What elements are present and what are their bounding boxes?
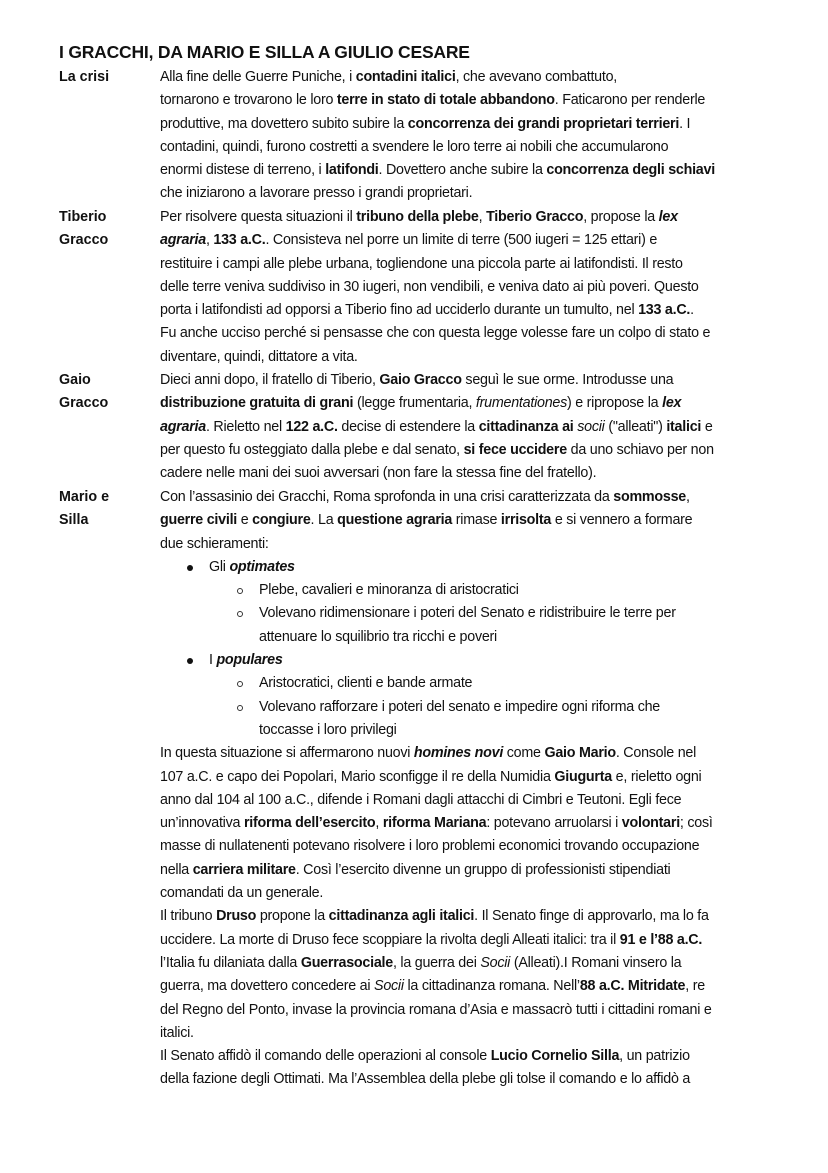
text-line: della fazione degli Ottimati. Ma l’Assemblea della plebe gli tolse il comando e lo affidò a	[160, 1071, 691, 1088]
text-line: comandati da un generale.	[160, 885, 324, 902]
text-line: delle terre veniva suddiviso in 30 iugeri, non vendibili, e veniva dato ai più poveri. Questo	[160, 278, 699, 295]
section-body	[160, 486, 780, 1092]
text-line: che iniziarono a lavorare presso i grandi proprietari.	[160, 185, 473, 202]
text-line: Il tribuno Druso propone la cittadinanza agli italici. Il Senato finge di approvarlo, ma lo fa	[160, 908, 709, 925]
bullet-item: Gli optimates	[160, 556, 780, 579]
section-label: Gaio Gracco	[59, 372, 109, 412]
text-line: 107 a.C. e capo dei Popolari, Mario sconfigge il re della Numidia Giugurta e, rieletto ogni	[160, 768, 702, 785]
text-line: distribuzione gratuita di grani (legge frumentaria, frumentationes) e ripropose la lex	[160, 395, 682, 412]
text-line: porta i latifondisti ad opporsi a Tiberio fino ad ucciderlo durante un tumulto, nel 133 a.C..	[160, 302, 694, 319]
section-label: Mario e Silla	[59, 489, 110, 529]
text-line: guerre civili e congiure. La questione agraria rimase irrisolta e si vennero a formare	[160, 512, 693, 529]
text-line: produttive, ma dovettero subito subire la concorrenza dei grandi proprietari terrieri. I	[160, 115, 691, 132]
text-line: restituire i campi alle plebe urbana, togliendone una piccola parte ai latifondisti. Il resto	[160, 255, 683, 272]
text-line: guerra, ma dovettero concedere ai Socii la cittadinanza romana. Nell’88 a.C. Mitridate, re	[160, 978, 705, 995]
text-line: Il Senato affidò il comando delle operazioni al console Lucio Cornelio Silla, un patrizio	[160, 1048, 690, 1065]
sub-bullet-item: Aristocratici, clienti e bande armate	[160, 672, 780, 695]
text-line: diventare, quindi, dittatore a vita.	[160, 348, 358, 365]
page-title: I GRACCHI, DA MARIO E SILLA A GIULIO CESARE	[59, 42, 470, 62]
text-line: uccidere. La morte di Druso fece scoppiare la rivolta degli Alleati italici: tra il 91 e l’88 a.C.	[160, 931, 703, 948]
text-line: Con l’assasinio dei Gracchi, Roma sprofonda in una crisi caratterizzata da sommosse,	[160, 489, 690, 505]
section-label: Tiberio Gracco	[59, 209, 109, 249]
text-line: per questo fu osteggiato dalla plebe e dal senato, si fece uccidere da uno schiavo per non	[160, 441, 714, 458]
text-line: del Regno del Ponto, invase la provincia romana d’Asia e massacrò tutti i cittadini romani e	[160, 1001, 712, 1018]
text-line: Alla fine delle Guerre Puniche, i contadini italici, che avevano combattuto,	[160, 69, 618, 85]
sub-bullet-item: Plebe, cavalieri e minoranza di aristocratici	[160, 579, 780, 602]
sub-bullet-item: Volevano rafforzare i poteri del senato e impedire ogni riforma che	[160, 696, 780, 719]
section-body	[160, 206, 780, 369]
sub-bullet-item: Volevano ridimensionare i poteri del Senato e ridistribuire le terre per	[160, 602, 780, 625]
text-line: masse di nullatenenti potevano risolvere i loro problemi economici trovando occupazione	[160, 838, 700, 855]
section-body	[160, 369, 780, 485]
text-line: Dieci anni dopo, il fratello di Tiberio, Gaio Gracco seguì le sue orme. Introdusse una	[160, 372, 674, 388]
text-line: enormi distese di terreno, i latifondi. Dovettero anche subire la concorrenza degli schiavi	[160, 162, 715, 179]
text-line: tornarono e trovarono le loro terre in stato di totale abbandono. Faticarono per renderle	[160, 92, 706, 109]
text-line: Fu anche ucciso perché si pensasse che con questa legge volesse fare un colpo di stato e	[160, 325, 711, 342]
text-line: italici.	[160, 1024, 194, 1041]
text-line: due schieramenti:	[160, 535, 269, 552]
sub-bullet-item: attenuare lo squilibrio tra ricchi e poveri	[259, 628, 497, 645]
text-line: agraria, 133 a.C.. Consisteva nel porre un limite di terre (500 iugeri = 125 ettari) e	[160, 232, 658, 249]
text-line: contadini, quindi, furono costretti a svendere le loro terre ai nobili che accumularono	[160, 138, 669, 155]
text-line: un’innovativa riforma dell’esercito, riforma Mariana: potevano arruolarsi i volontari; così	[160, 815, 713, 832]
section-label: La crisi	[59, 69, 110, 85]
text-line: nella carriera militare. Così l’esercito divenne un gruppo di professionisti stipendiati	[160, 861, 671, 878]
bullet-item: I populares	[160, 649, 780, 672]
text-line: cadere nelle mani dei suoi avversari (non fare la stessa fine del fratello).	[160, 465, 597, 482]
text-line: anno dal 104 al 100 a.C., difende i Romani dagli attacchi di Cimbri e Teutoni. Egli fece	[160, 791, 682, 808]
text-line: Per risolvere questa situazioni il tribuno della plebe, Tiberio Gracco, propose la lex	[160, 209, 678, 225]
text-line: agraria. Rieletto nel 122 a.C. decise di estendere la cittadinanza ai socii ("alleati") italici e	[160, 418, 713, 435]
sub-bullet-item: toccasse i loro privilegi	[259, 721, 397, 738]
text-line: In questa situazione si affermarono nuovi homines novi come Gaio Mario. Console nel	[160, 745, 697, 762]
section-body	[160, 66, 780, 206]
text-line: l’Italia fu dilaniata dalla Guerrasociale, la guerra dei Socii (Alleati).I Romani vinsero la	[160, 954, 682, 971]
